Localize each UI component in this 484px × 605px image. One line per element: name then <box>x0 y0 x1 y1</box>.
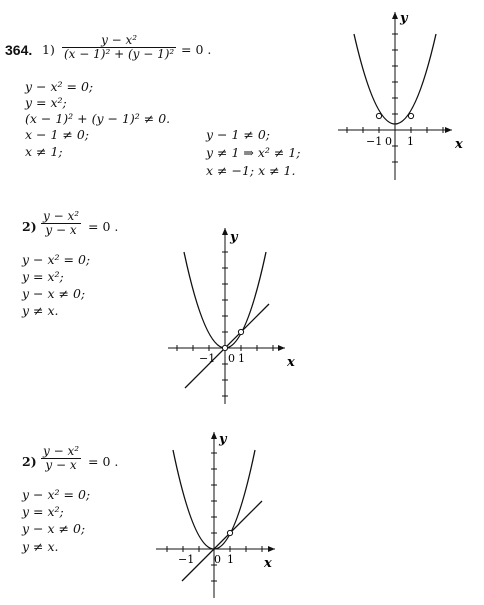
part2-line-4: y ≠ x. <box>22 303 59 318</box>
graph3-tick-1: 1 <box>227 553 234 566</box>
graph3-hole-one <box>227 530 232 535</box>
part1-right-line-2: y ≠ 1 ⇒ x² ≠ 1; <box>206 145 301 160</box>
graph1-y-label: y <box>400 11 408 26</box>
graph2-tick-0: 0 <box>228 352 235 365</box>
graph2-hole-origin <box>222 345 227 350</box>
graph1-hole-right <box>408 113 413 118</box>
part1-line-3: (x − 1)² + (y − 1)² ≠ 0. <box>25 111 171 126</box>
graph2-hole-one <box>238 329 243 334</box>
part2-line-3: y − x ≠ 0; <box>22 286 86 301</box>
part3-line-3: y − x ≠ 0; <box>22 521 86 536</box>
part1-right-line-3: x ≠ −1; x ≠ 1. <box>206 163 296 178</box>
graph1 <box>338 12 452 180</box>
part1-label: 1) <box>42 42 55 57</box>
graph2-tick-1: 1 <box>238 352 245 365</box>
part3-numerator: y − x² <box>43 444 80 458</box>
graph2-y-label: y <box>230 230 238 245</box>
graph3-tick-0: 0 <box>214 553 221 566</box>
graph1-tick-minus1: −1 <box>366 135 383 148</box>
part3-denominator: y − x <box>45 458 77 472</box>
graph3-tick-minus1: −1 <box>178 553 195 566</box>
part2-numerator: y − x² <box>43 209 80 223</box>
part2-eq-tail: = 0 . <box>88 219 119 234</box>
part3-eq-tail: = 0 . <box>88 454 119 469</box>
part3-line-1: y − x² = 0; <box>22 487 91 502</box>
part2-label: 2) <box>22 219 37 234</box>
part1-denominator: (x − 1)² + (y − 1)² <box>64 47 175 61</box>
part2-line-1: y − x² = 0; <box>22 252 91 267</box>
graph2-x-label: x <box>287 355 295 370</box>
part1-eq-tail: = 0 . <box>181 42 212 57</box>
graph2 <box>168 228 285 404</box>
part1-numerator: y − x² <box>62 34 176 48</box>
graph1-tick-0: 0 <box>385 135 392 148</box>
part3-line-2: y = x²; <box>22 504 64 519</box>
graph1-tick-1: 1 <box>407 135 414 148</box>
part2-denominator: y − x <box>45 223 77 237</box>
part3-label: 2) <box>22 454 37 469</box>
graph2-tick-minus1: −1 <box>199 352 216 365</box>
part1-line-2: y = x²; <box>25 95 67 110</box>
graph3-x-label: x <box>264 556 272 571</box>
part1-line-5: x ≠ 1; <box>25 144 63 159</box>
graph1-x-label: x <box>455 137 463 152</box>
graph3 <box>156 432 275 598</box>
part1-line-1: y − x² = 0; <box>25 79 94 94</box>
graph1-hole-left <box>376 113 381 118</box>
part2-line-2: y = x²; <box>22 269 64 284</box>
part3-line-4: y ≠ x. <box>22 539 59 554</box>
part1-line-4: x − 1 ≠ 0; <box>25 127 90 142</box>
graph3-y-label: y <box>219 432 227 447</box>
part1-right-line-1: y − 1 ≠ 0; <box>206 127 271 142</box>
graph3-line <box>182 501 262 581</box>
problem-number: 364. <box>5 42 33 58</box>
